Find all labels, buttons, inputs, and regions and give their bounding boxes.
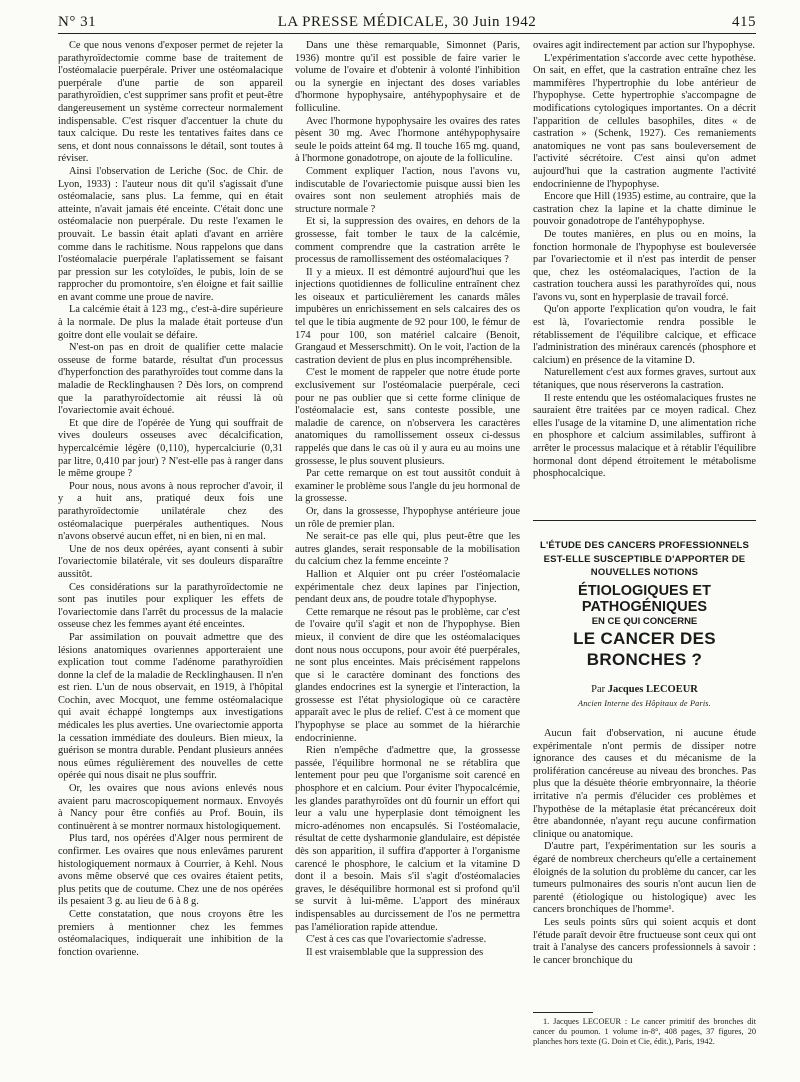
article-body	[533, 728, 756, 967]
journal-title: LA PRESSE MÉDICALE, 30 Juin 1942	[277, 14, 537, 30]
paragraph: Une de nos deux opérées, ayant consenti à subir l'ovariectomie bilatérale, vit ses douleurs disparaître aussitôt.	[58, 543, 283, 580]
paragraph: Il est vraisemblable que la suppression des	[306, 946, 484, 958]
paragraph: C'est le moment de rappeler que notre étude porte exclusivement sur l'ostéomalacie puerpérale, ceci pour ne pas oublier que si cette forme clinique de l'ostéomalacie est, sans conteste possible, une maladie de carence, on n'observera les caractères anatomiques du ramollissement osseux ci-dessus rappelés que dans le cas où il y aura eu au moins une grossesse, le plus souvent plusieurs.	[295, 367, 520, 467]
paragraph: Qu'on apporte l'explication qu'on voudra, le fait est là, l'ovariectomie rendra possible le rétablissement de l'équilibre calcique, et efficace l'administration des minéraux carencés (phosphore et calcium) en présence de la vitamine D.	[533, 304, 756, 366]
paragraph: De toutes manières, en plus ou en moins, la fonction hormonale de l'hypophyse est bouleversée par l'ovariectomie et il n'est pas interdit de penser que, chez les ostéomalaciques, l'action de la castration touchera aussi les parathyroïdes qui, nous l'avons vu, sont en hyperplasie de travail forcé.	[533, 228, 756, 303]
paragraph: Comment expliquer l'action, nous l'avons vu, indiscutable de l'ovariectomie puisque aussi bien les ovaires sont non seulement atrophiés mais de structure normale ?	[295, 165, 520, 215]
paragraph: Rien n'empêche d'admettre que, la grossesse passée, l'équilibre hormonal ne se rétablira que lentement pour peu que l'organisme soit carencé en phosphore et en calcium. Pour éviter l'hypocalcémie, les glandes parathyroïdes ont dû fournir un effort qui leur a valu une hyperplasie dont témoignent les micro-adénomes non encapsulés. Si l'ostéomalacie, résultat de cette dysharmonie glandulaire, est dépistée dès son apparition, il suffira d'apporter à l'organisme carencé le phosphore, le calcium et la vitamine D dont il a besoin. Mais s'il s'agit d'ostéomalacies graves, le déséquilibre hormonal est si profond qu'il se survit à lui-même. L'apport des minéraux indispensables au durcissement de l'os ne permettra pas l'amélioration rapide attendue.	[295, 745, 520, 933]
column-right-top	[533, 40, 756, 481]
paragraph: D'autre part, l'expérimentation sur les souris a égaré de nombreux chercheurs qu'elle a certainement éloignés de la solution du problème du cancer, car les tumeurs pulmonaires des souris n'ont aucun lien de parenté (étiologique ou histologique) avec les cancers bronchiques de l'homme¹.	[533, 841, 756, 916]
paragraph: Encore que Hill (1935) estime, au contraire, que la castration chez la lapine et la chatte diminue le pouvoir gonadotrope de l'antéhypophyse.	[533, 191, 756, 228]
paragraph: Les seuls points sûrs qui soient acquis et dont l'étude paraît devoir être fructueuse sont ceux qui ont trait à l'analyse des cancers professionnels à savoir : le cancer bronchique du	[533, 916, 756, 966]
paragraph: Aucun fait d'observation, ni aucune étude expérimentale n'ont permis de dissiper notre ignorance des causes et du mécanisme de la prolifération cancéreuse au niveau des bronches. Pas plus que la désuète théorie embryonnaire, la théorie irritative n'a permis d'élucider ces problèmes et l'hypothèse de la métaplasie état précancéreux doit être abandonnée, n'ayant reçu aucune confirmation clinique ou anatomique.	[533, 728, 756, 840]
paragraph: La calcémie était à 123 mg., c'est-à-dire supérieure à la normale. De plus la malade était porteuse d'un goitre dont elle voulait se défaire.	[58, 304, 283, 341]
paragraph: Ce que nous venons d'exposer permet de rejeter la parathyroïdectomie comme base de traitement de l'ostéomalacie puerpérale. Priver une ostéomalacique puerpérale d'une partie de son appareil parathyroïdien, c'est supprimer sans profit et peut-être dangereusement un système correcteur normalement indispensable. C'est risquer d'accentuer la chute du taux calcique. Du reste les tentatives faites dans ce sens, et dont nous connaissons le détail, sont toutes à réviser.	[58, 40, 283, 165]
paragraph: Il reste entendu que les ostéomalaciques frustes ne sauraient être traitées par ce moyen radical. Chez elles l'usage de la vitamine D, une alimentation riche en phosphore et calcium assimilables, suffiront à arrêter le processus malacique et à rétablir l'équilibre hormonal dont dépend étroitement le métabolisme phosphocalcique.	[533, 392, 756, 480]
byline-prefix: Par	[591, 683, 606, 695]
paragraph: Cette remarque ne résout pas le problème, car c'est de l'ovaire qu'il s'agit et non de l'hypophyse. Bien mieux, il convient de dire que les ostéomalaciques dont nous nous occupons, pour avoir été puerpérales, ne sont plus enceintes. Mais précisément rappelons que si le caractère dominant des fonctions des glandes endocrines est la synergie et l'interaction, la grossesse est l'état physiologique où ce caractère apparaît avec le plus de relief. C'est à ce moment que l'hypophyse se place au sommet de la hiérarchie endocrinienne.	[295, 606, 520, 744]
paragraph: Dans une thèse remarquable, Simonnet (Paris, 1936) montre qu'il est possible de faire varier le volume de l'ovaire et d'obtenir à volonté l'inhibition ou la synergie en injectant des doses variables d'hormone hypophysaire, antéhypophysaire et de folliculine.	[295, 40, 520, 114]
paragraph: Il y a mieux. Il est démontré aujourd'hui que les injections quotidiennes de folliculine entraînent chez les oiseaux et particulièrement les canards mâles impubères un enrichissement en sels calcaires des os tel que le tibia augmente de 92 pour 100, le fémur de 174 pour 100, son matériel calcaire (Benoit, Grangaud et Messerschmitt). On le voit, l'action de la castration devient de plus en plus incompréhensible.	[295, 266, 520, 366]
author-affiliation: Ancien Interne des Hôpitaux de Paris.	[578, 698, 711, 708]
paragraph: Et que dire de l'opérée de Yung qui souffrait de vives douleurs osseuses avec décalcification, hypercalcémie légère (0,110), hypercalciurie (0,31 par litre, 0,410 par jour) ? N'est-elle pas à ranger dans le même groupe ?	[58, 417, 283, 480]
paragraph: Par assimilation on pouvait admettre que des lésions anatomiques ovariennes apporteraient une explication tout comme l'adénome parathyroïdien donne la clef de la maladie de Recklinghausen. Il n'en est rien. L'un de nous observait, en 1919, à l'hôpital Cochin, avec Mocquot, une femme ostéomalacique qui avait échappé longtemps aux investigations médicales les plus averties. Une ovariectomie apporta la cessation immédiate des douleurs. Bien mieux, la guérison se montra durable. Pendant plusieurs années nous eûmes régulièrement des nouvelles de cette opérée qui nous disait ne plus souffrir.	[58, 631, 283, 782]
paragraph: Hallion et Alquier ont pu créer l'ostéomalacie expérimentale chez deux lapines par l'injection, pendant deux ans, de poudre totale d'hypophyse.	[295, 568, 520, 606]
paragraph: Pour nous, nous avons à nous reprocher d'avoir, il y a huit ans, pratiqué deux fois une parathyroïdectomie unilatérale chez des ostéomalacique puerpérales authentiques. Nous n'avons observé aucun effet, ni en bien, ni en mal.	[58, 480, 283, 543]
paragraph: Or, dans la grossesse, l'hypophyse antérieure joue un rôle de premier plan.	[295, 505, 520, 530]
column-left	[58, 40, 283, 959]
paragraph: Cette constatation, que nous croyons être les premiers à mentionner chez les femmes ostéomalaciques, indiquerait une inhibition de la fonction ovarienne.	[58, 908, 283, 958]
paragraph: Ne serait-ce pas elle qui, plus peut-être que les autres glandes, serait responsable de la mobilisation du calcium chez la femme enceinte ?	[295, 531, 520, 568]
footnote-rule	[533, 1012, 593, 1013]
article-title-main: LE CANCER DES BRONCHES ?	[573, 628, 716, 669]
article-heading	[533, 539, 756, 708]
paragraph: ovaires agit indirectement par action sur l'hypophyse.	[533, 40, 756, 51]
footnote-text: 1. Jacques LECOEUR : Le cancer primitif des bronches dit cancer du poumon. 1 volume in-8°, 408 pages, 37 figures, 20 planches hors texte (G. Doin et Cie, édit.), Paris, 1942.	[533, 1017, 756, 1047]
paragraph: Plus tard, nos opérées d'Alger nous permirent de confirmer. Les ovaires que nous enlevâmes parurent histologiquement normaux à Courrier, à Kehl. Nous avons même observé que ces ovaires étaient petits, plus petits que de coutume. Chez une de nos opérées ils pesaient 3 g. au lieu de 6 à 8 g.	[58, 833, 283, 908]
paragraph: Ces considérations sur la parathyroïdectomie ne sont pas inutiles pour expliquer les effets de l'ovariectomie dans l'arrêt du processus de la malacie osseuse chez les femmes ayant été enceintes.	[58, 581, 283, 631]
byline	[533, 684, 756, 695]
paragraph: Par cette remarque on est tout aussitôt conduit à examiner le problème sous l'angle du jeu hormonal de la grossesse.	[295, 468, 520, 505]
column-middle	[295, 40, 520, 959]
issue-number: N° 31	[58, 14, 97, 30]
header-rule	[58, 33, 756, 34]
page-header	[58, 12, 756, 38]
paragraph: C'est à ces cas que l'ovariectomie s'adresse.	[306, 934, 487, 946]
page-number: 415	[732, 14, 756, 30]
article-title-line3: EN CE QUI CONCERNE	[591, 615, 698, 627]
article-separator	[533, 520, 756, 521]
article-title-line2: ÉTIOLOGIQUES ET PATHOGÉNIQUES	[578, 582, 711, 615]
paragraph: Et si, la suppression des ovaires, en dehors de la grossesse, fait tomber le taux de la calcémie, comment comprendre que la castration arrête le processus de ramollissement des ostéomalaciques ?	[295, 216, 520, 266]
footnote	[533, 1017, 756, 1048]
paragraph: Or, les ovaires que nous avions enlevés nous avaient paru macroscopiquement normaux. Envoyés à Nancy pour être confiés au Prof. Bouin, ils continuèrent à se montrer normaux histologiquement.	[58, 783, 283, 832]
paragraph: Ainsi l'observation de Leriche (Soc. de Chir. de Lyon, 1933) : l'auteur nous dit qu'il s'agissait d'une ostéomalacie, sans plus. La femme, qui en était atteinte, n'avait jamais été enceinte. C'était donc une ostéomalacie non puerpérale. Du reste l'examen le prouvait. Le bassin était aplati d'avant en arrière comme dans le rachitisme. Nous rappelons que dans l'ostéomalacie puerpérale l'aplatissement se faisant par pression sur les cotyloïdes, le pubis, loin de se rapprocher du promontoire, s'en éloigne et fait saillie en avant comme une proue de navire.	[58, 165, 283, 303]
paragraph: Avec l'hormone hypophysaire les ovaires des rates pèsent 30 mg. Avec l'hormone antéhypophysaire seule le poids atteint 64 mg. Il touche 165 mg. quand, à l'hormone gonadotrope, on ajoute de la folliculine.	[295, 115, 520, 165]
paragraph: Naturellement c'est aux formes graves, surtout aux tétaniques, que nous réserverons la castration.	[533, 367, 756, 392]
article-title-line1: L'ÉTUDE DES CANCERS PROFESSIONNELS EST-ELLE SUSCEPTIBLE D'APPORTER DE NOUVELLES NOTIONS	[539, 540, 750, 578]
paragraph: L'expérimentation s'accorde avec cette hypothèse. On sait, en effet, que la castration entraîne chez les mammifères l'hypertrophie du lobe antérieur de l'hypophyse. Cette hypertrophie s'accompagne de modifications cytologiques importantes. On a décrit l'apparition de cellules basophiles, dites « de castration » (Schenk, 1927). Ces remaniements anatomiques ne vont pas sans bouleversement de l'activité sécrétoire. C'est ainsi qu'on admet aujourd'hui que la castration augmente l'activité endocrinienne de l'hypophyse.	[533, 52, 756, 190]
paragraph: N'est-on pas en droit de qualifier cette malacie osseuse de forme batarde, résultat d'un processus d'hyperfonction des parathyroïdes tout comme dans la maladie de Recklinghausen ? Dès lors, on comprend que la parathyroïdectomie ait réussi là où l'ovariectomie avait échoué.	[58, 342, 283, 417]
author-name: Jacques LECOEUR	[607, 683, 698, 695]
